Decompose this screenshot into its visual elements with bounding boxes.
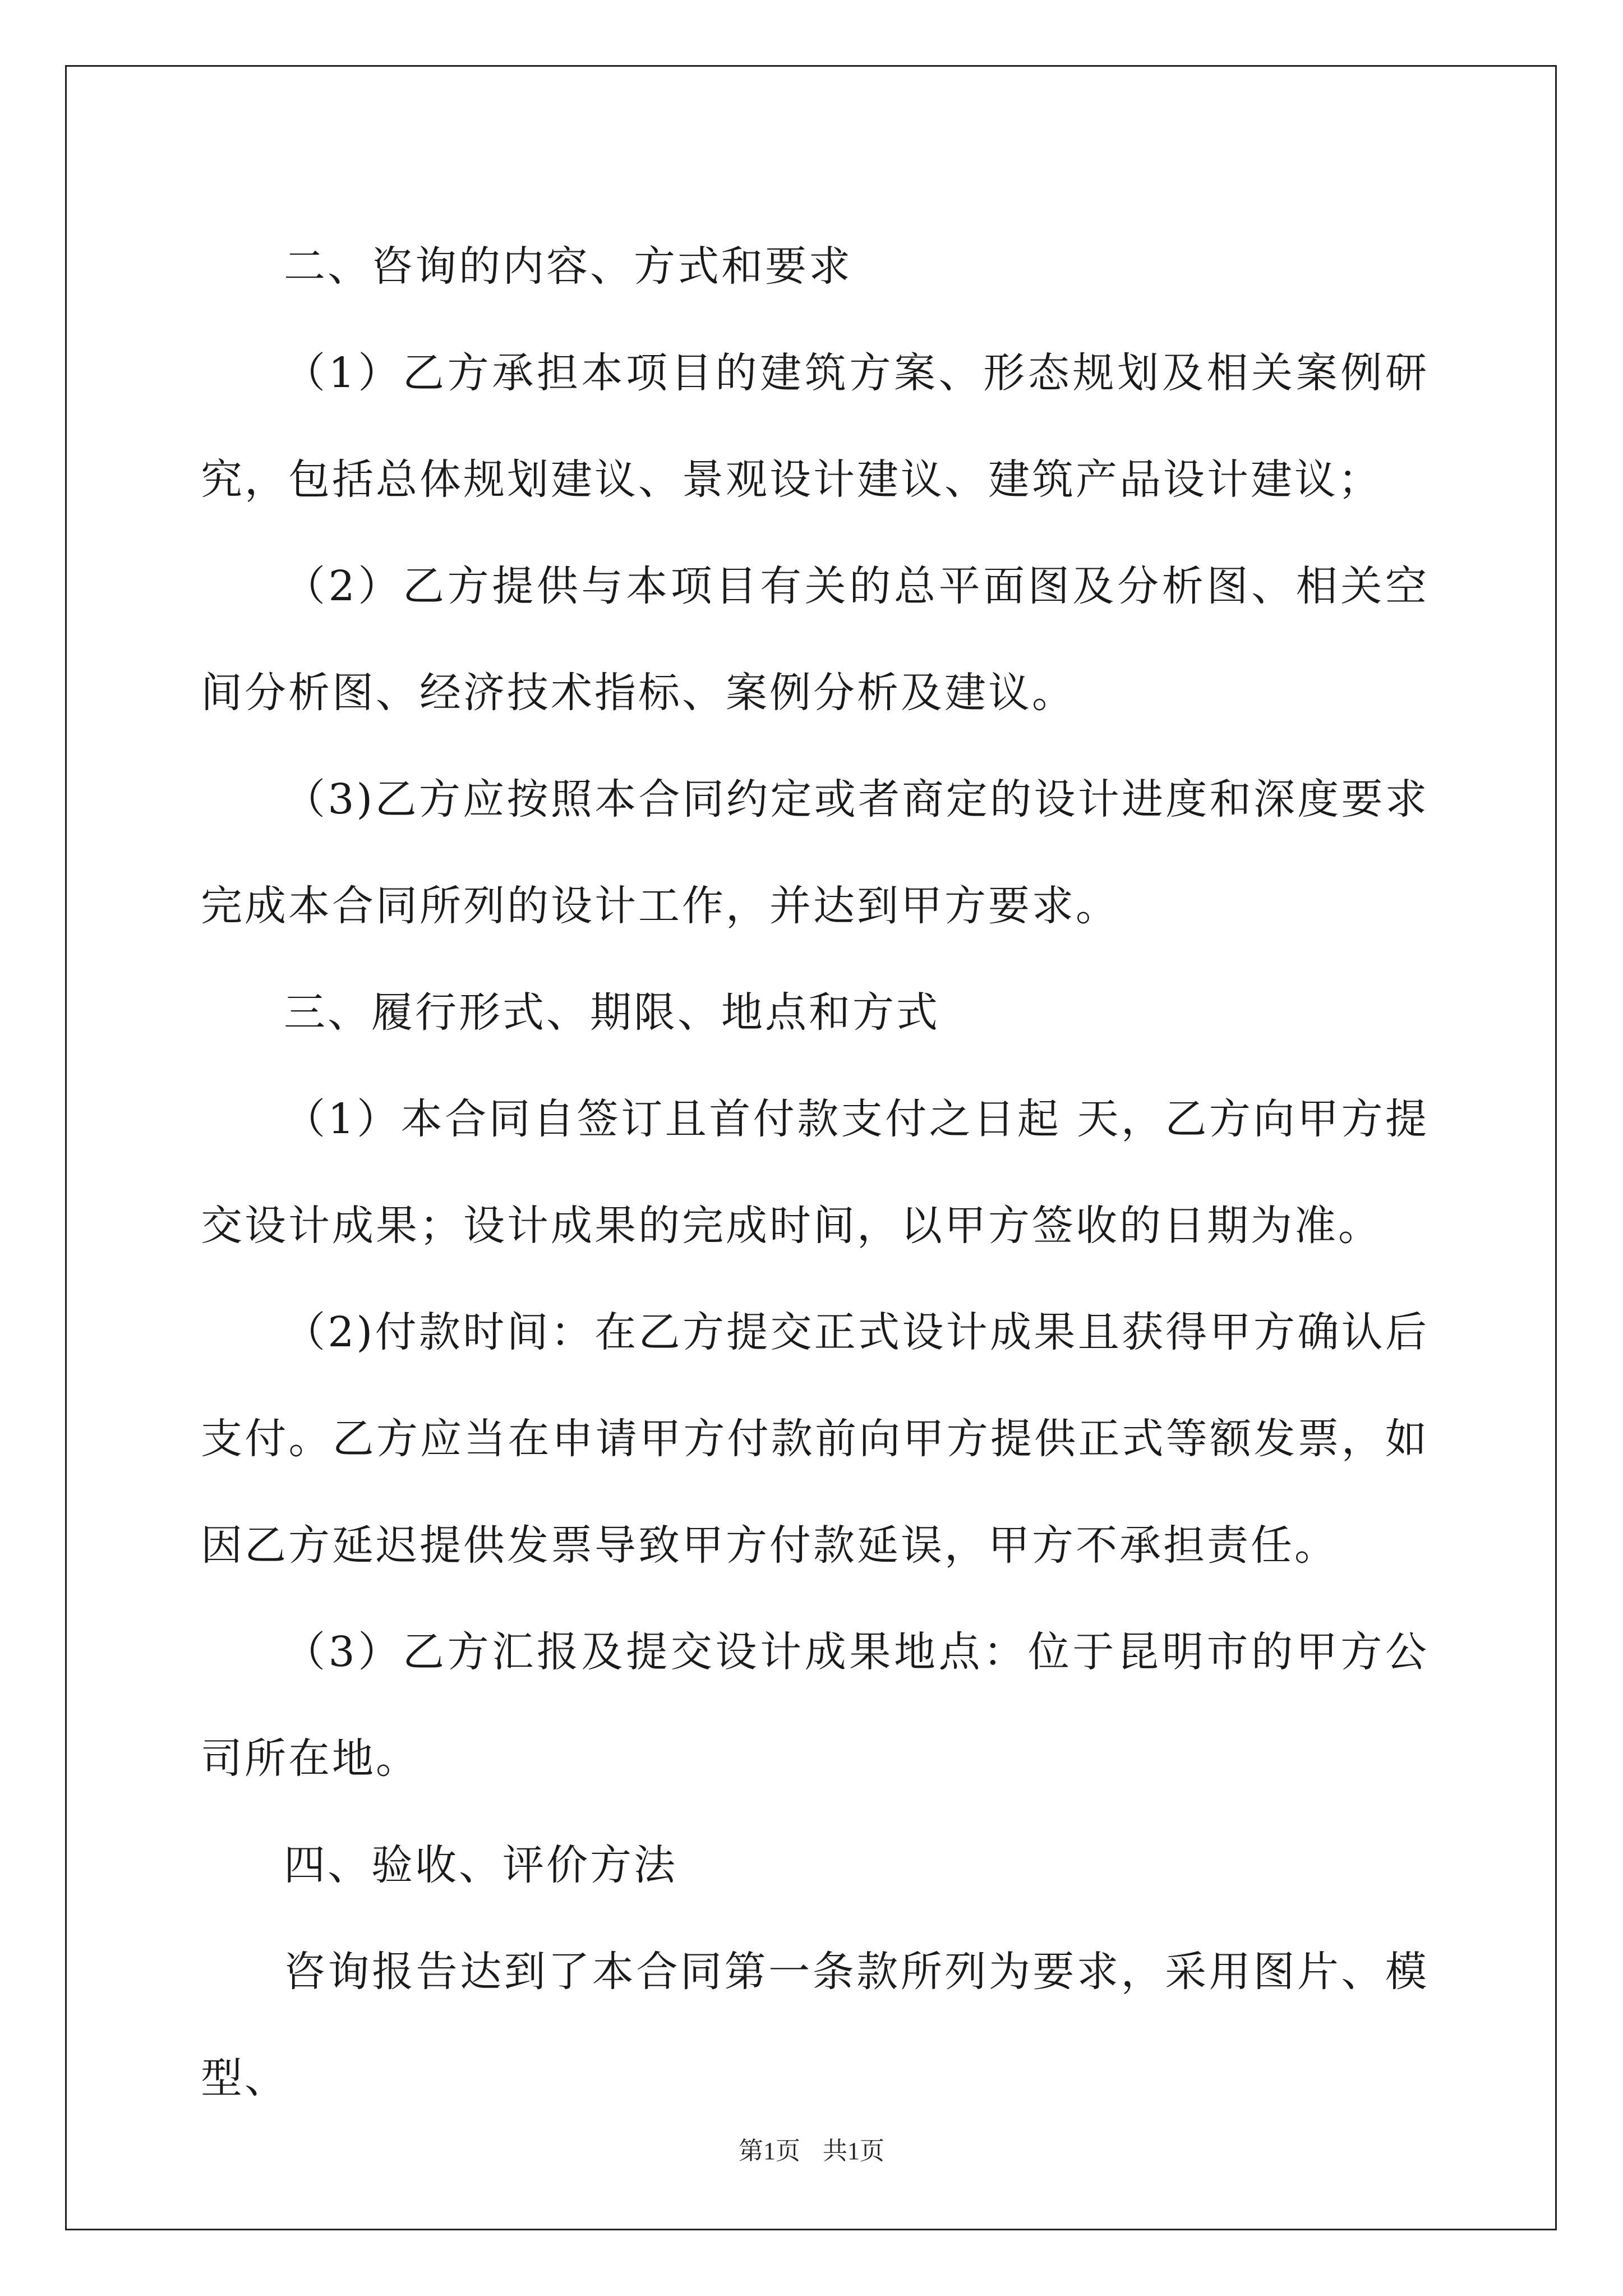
page-footer — [0, 2134, 1623, 2168]
paragraph-3-3: （3）乙方汇报及提交设计成果地点：位于昆明市的甲方公司所在地。 — [201, 1628, 1429, 1783]
paragraph-3-1: （1）本合同自签订且首付款支付之日起 天，乙方向甲方提交设计成果；设计成果的完成时间，以甲方签收的日期为准。 — [201, 1095, 1429, 1250]
paragraph-4-1: 咨询报告达到了本合同第一条款所列为要求，采用图片、模型、 — [201, 1948, 1429, 2102]
paragraph-2-3: （3)乙方应按照本合同约定或者商定的设计进度和深度要求完成本合同所列的设计工作，并达到甲方要求。 — [201, 775, 1429, 930]
total-pages-label: 共1页 — [823, 2137, 884, 2165]
paragraph-2-1: （1）乙方承担本项目的建筑方案、形态规划及相关案例研究，包括总体规划建议、景观设计建议、建筑产品设计建议； — [201, 349, 1429, 504]
paragraph-3-2: （2)付款时间：在乙方提交正式设计成果且获得甲方确认后支付。乙方应当在申请甲方付款前向甲方提供正式等额发票，如因乙方延迟提供发票导致甲方付款延误，甲方不承担责任。 — [201, 1308, 1429, 1570]
section-heading-3: 三、履行形式、期限、地点和方式 — [284, 988, 940, 1037]
document-body — [201, 213, 1429, 2132]
section-heading-2: 二、咨询的内容、方式和要求 — [284, 242, 852, 291]
paragraph-2-2: （2）乙方提供与本项目有关的总平面图及分析图、相关空间分析图、经济技术指标、案例分析及建议。 — [201, 562, 1429, 717]
current-page-label: 第1页 — [739, 2137, 800, 2165]
section-heading-4: 四、验收、评价方法 — [284, 1841, 677, 1889]
